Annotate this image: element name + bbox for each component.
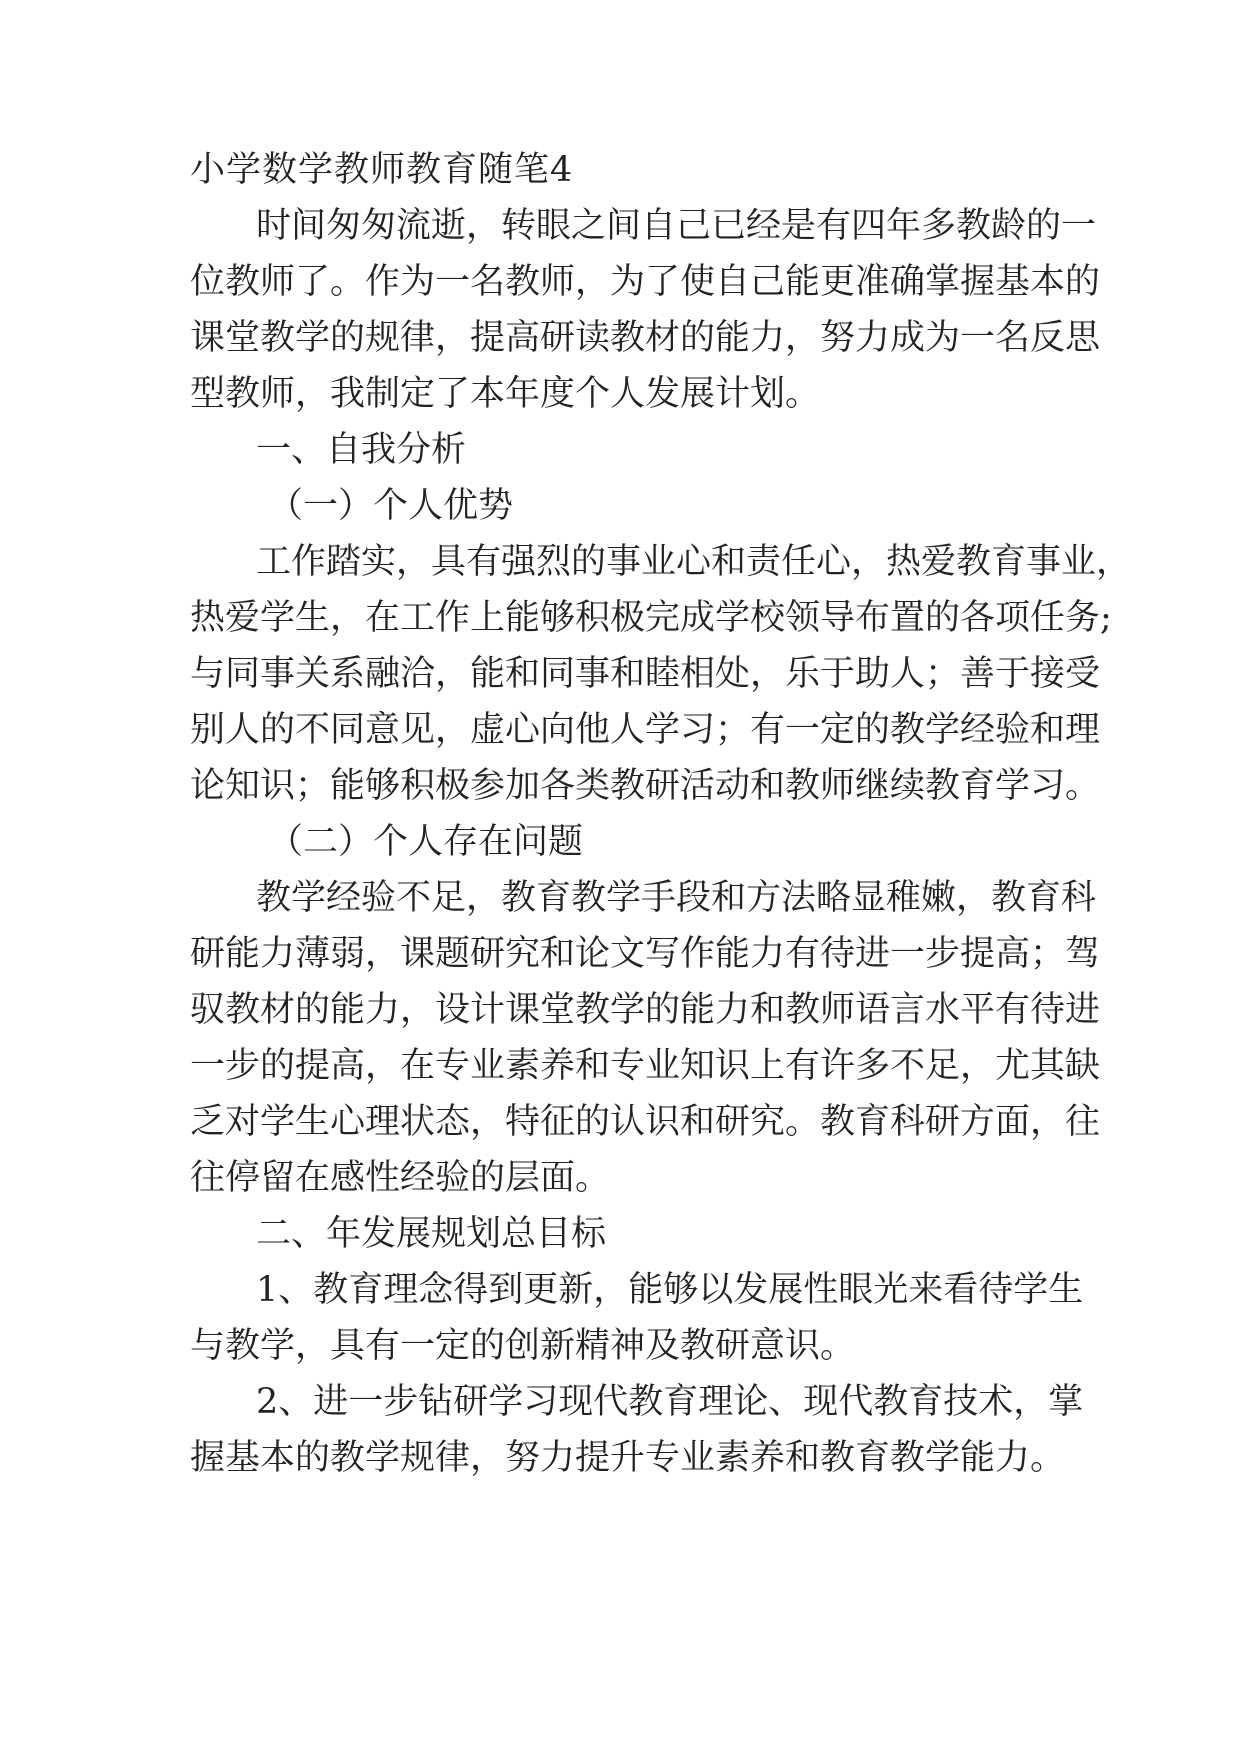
text-line: 往停留在感性经验的层面。	[190, 1158, 611, 1198]
text-line: 论知识；能够积极参加各类教研活动和教师继续教育学习。	[190, 766, 1101, 806]
text-line: 型教师，我制定了本年度个人发展计划。	[190, 374, 821, 414]
section-heading: 二、年发展规划总目标	[256, 1214, 607, 1254]
text-line: 时间匆匆流逝，转眼之间自己已经是有四年多教龄的一	[256, 206, 1097, 246]
text-line: 驭教材的能力，设计课堂教学的能力和教师语言水平有待进	[190, 990, 1101, 1030]
text-line: 位教师了。作为一名教师，为了使自己能更准确掌握基本的	[190, 262, 1101, 302]
text-line: 研能力薄弱，课题研究和论文写作能力有待进一步提高；驾	[190, 934, 1101, 974]
text-line: 与教学，具有一定的创新精神及教研意识。	[190, 1326, 856, 1366]
subsection-heading: （一）个人优势	[268, 486, 514, 526]
text-line: 握基本的教学规律，努力提升专业素养和教育教学能力。	[190, 1438, 1066, 1478]
text-line: 一步的提高，在专业素养和专业知识上有许多不足，尤其缺	[190, 1046, 1101, 1086]
document-title: 小学数学教师教育随笔4	[190, 150, 574, 190]
text-line: 乏对学生心理状态，特征的认识和研究。教育科研方面，往	[190, 1102, 1101, 1142]
section-heading: 一、自我分析	[256, 430, 467, 470]
text-line: 教学经验不足，教育教学手段和方法略显稚嫩，教育科	[256, 878, 1097, 918]
text-line: 别人的不同意见，虚心向他人学习；有一定的教学经验和理	[190, 710, 1101, 750]
text-line: 工作踏实，具有强烈的事业心和责任心，热爱教育事业，	[256, 542, 1132, 582]
text-line: 课堂教学的规律，提高研读教材的能力，努力成为一名反思	[190, 318, 1101, 358]
subsection-heading: （二）个人存在问题	[268, 822, 584, 862]
text-line: 2、进一步钻研学习现代教育理论、现代教育技术，掌	[256, 1382, 1084, 1422]
text-line: 与同事关系融洽，能和同事和睦相处，乐于助人；善于接受	[190, 654, 1101, 694]
text-line: 1、教育理念得到更新，能够以发展性眼光来看待学生	[256, 1270, 1084, 1310]
text-line: 热爱学生，在工作上能够积极完成学校领导布置的各项任务;	[190, 598, 1112, 638]
